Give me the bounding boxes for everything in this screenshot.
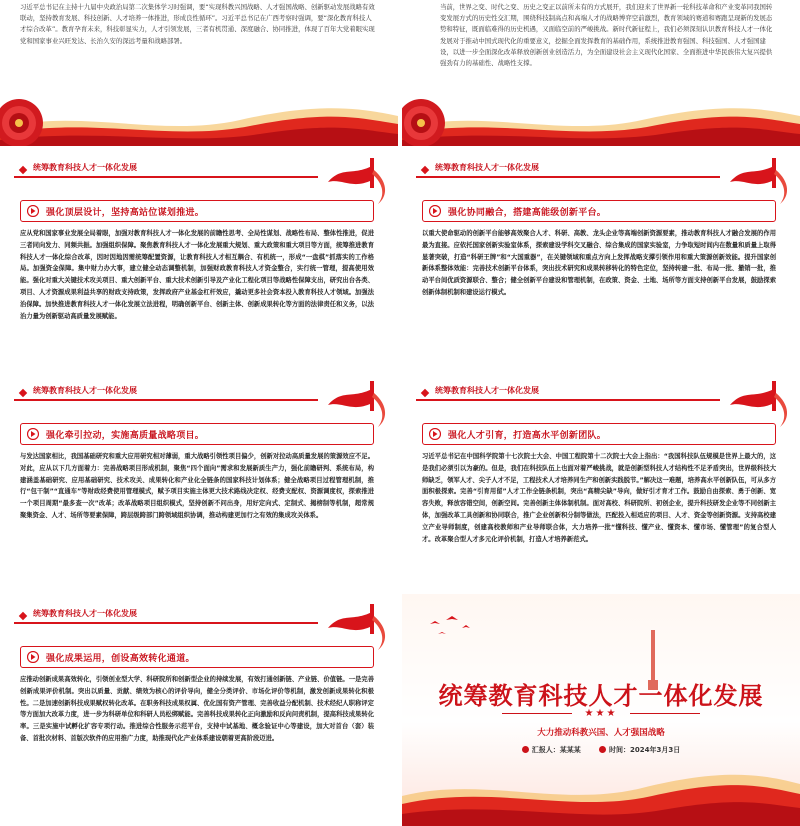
key-point-text: 强化牵引拉动，实施高质量战略项目。	[46, 431, 205, 441]
header-diamond-icon	[421, 389, 429, 397]
slide-6-body: 习近平总书记在中国科学院第十七次院士大会、中国工程院第十二次院士大会上指出：“我国科技队伍规模是世界上最大的，这是我们必须引以为豪的。但是，我们在科技队伍上也面对着严峻挑战，就是创新型科技人才结构性不足矛盾突出，世界级科技大师缺乏，领军人才、尖子人才不足，工程技术人才培养同生产和创新实践脱节。”解决这一难题，培养高水平创新队伍，可从多方面积极探索。完善“引育用留”人才工作全链条机制，突出“高精尖缺”导向，做好引才育才工作。鼓励自由探索、勇于创新、宽容失败，释放容错空间，创新空间。完善创新主体体制机制。面对高校、科研院所、初创企业，提升科技研发企业等不同创新主体，加强改革工具创新和协同联合，推广企业创新积分制等做法，匹配投入相适应的项目、人才、资金等创新资源。支持高校建立产业导师制度，创建高校教师和产业导师联合体，大力培养一批“懂科技、懂产业、懂资本、懂市场、懂管理”的复合型人才。改革聚合型人才多元化评价机制，打造人才培养新范式。	[422, 453, 776, 543]
header-divider	[14, 176, 318, 178]
wave-decoration	[402, 768, 800, 826]
pointer-icon	[27, 651, 39, 663]
slide-1	[0, 0, 398, 146]
red-ribbon-icon	[724, 156, 794, 206]
cover-stars-icon: ★★★	[584, 708, 618, 719]
cover-title: 统筹教育科技人才一体化发展	[438, 681, 764, 710]
slide-7	[0, 594, 398, 826]
slide-4-body: 以重大使命驱动的创新平台能够高效聚合人才、科研、高教、龙头企业等高端创新资源要素，推动教育科技人才融合发展的作用最为直接。应依托国家创新实验室体系，探索建设学科交叉融合、综合集成的国家实验室，力争取短时间内在数量和质量上取得显著突破，打造“科研王牌”和“大国重器”，在关键领域和重点方向上发挥战略支撑引领作用和重大策源创新效能。提升国家创新体系整体效能：完善技术创新平台体系，突出技术研究和成果转移转化的特色定位，坚持转建一批、布局一批、撤销一批，推动平台间优质资源联合、整合；健全创新平台建设和管理机制，在政策、资金、土地、场所等方面支持创新平台发展，鼓励探索创新体制机制和建设运行模式。	[422, 230, 776, 296]
cover-divider-right	[630, 713, 700, 714]
pointer-icon	[27, 205, 39, 217]
key-point-box	[20, 423, 374, 445]
slide-3	[0, 148, 398, 368]
person-icon	[522, 746, 529, 753]
key-point-text: 强化人才引育，打造高水平创新团队。	[448, 431, 607, 441]
section-header-title: 统筹教育科技人才一体化发展	[435, 386, 539, 395]
header-divider	[14, 399, 318, 401]
red-ribbon-icon	[724, 379, 794, 429]
pointer-icon	[27, 428, 39, 440]
cover-date: 时间：2024年3月3日	[609, 746, 681, 754]
pointer-icon	[429, 205, 441, 217]
red-ribbon-icon	[322, 602, 392, 652]
slide-4	[402, 148, 800, 368]
key-point-box	[422, 423, 776, 445]
key-point-text: 强化成果运用，创设高效转化通道。	[46, 654, 195, 664]
section-header-title: 统筹教育科技人才一体化发展	[435, 163, 539, 172]
slide-1-text: 习近平总书记在主持十九届中央政治局第二次集体学习时强调，要“实现科教兴国战略、人才强国战略、创新驱动发展战略有效联动，坚持教育发展、科技创新、人才培养一体推进，形成良性循环”。习近平总书记在广西考察时强调，要“深化教育科技人才综合改革”。教育孕育未来，科技彰显实力，人才引领发展，三者有机贯通、深度融合、协同推进，体现了百年大党着眼实现党和国家事业兴旺发达、长治久安的深远考量和战略部署。	[20, 3, 375, 45]
cover-meta	[402, 745, 800, 755]
clock-icon	[599, 746, 606, 753]
key-point-text: 强化顶层设计，坚持高站位谋划推进。	[46, 208, 205, 218]
key-point-box	[20, 200, 374, 222]
key-point-text: 强化协同融合，搭建高能级创新平台。	[448, 208, 607, 218]
header-divider	[416, 399, 720, 401]
pointer-icon	[429, 428, 441, 440]
header-diamond-icon	[19, 166, 27, 174]
peony-flower-icon	[0, 94, 48, 146]
key-point-box	[20, 646, 374, 668]
header-diamond-icon	[19, 389, 27, 397]
slide-2-text: 当前，世界之变、时代之变、历史之变正以前所未有的方式展开，我们迎来了世界新一轮科技革命和产业变革同我国转变发展方式的历史性交汇期，围绕科技制高点和高端人才的战略博弈空前激烈，教育领域的赛道和赛跑呈现新的发展态势和特征，既面临难得的历史机遇，又面临空前的严峻挑战。新时代新征程上，我们必须深刻认识教育科技人才一体化发展对于推动中国式现代化的重要意义，挖掘全面发挥教育的基础作用，系统推进教育强国、科技强国、人才强国建设，以进一步全面深化改革释放创新创业创造活力，为全面建设社会主义现代化国家、全面推进中华民族伟大复兴提供强劲有力的基础性、战略性支撑。	[440, 3, 773, 68]
slide-8-cover	[402, 594, 800, 826]
cover-reporter: 汇报人：某某某	[531, 746, 581, 754]
slide-3-body: 应从党和国家事业发展全局着眼，加强对教育科技人才一体化发展的前瞻性思考、全局性谋划、战略性布局、整体性推进，促进三者同向发力、同频共振。加强组织保障。聚焦教育科技人才一体化发展重大规划、重大政策和重大项目等方面，统筹推进教育科技人才一体化综合改革，因时因地因需统筹配置资源，让教育科技人才相互耦合、有机统一，形成“一盘棋”抓落实的工作格局。加强资金保障。集中财力办大事，建立健全动态调整机制，加强财政教育科技人才资金整合，实行统一管理，提高使用效能。强化对重大关键技术攻关项目、重大创新平台、重大技术创新引导及产业化工程化项目等战略性保障支出，研究出台各类、项目、人才资源成果利益共享的财政支持政策，发挥政府产业基金杠杆效应，撬动更多社会资本投入教育科技人才领域。加强法治保障。加快推进教育科技人才一体化发展立法进程，明确创新平台、创新主体、创新成果转化等方面的法律责任和义务，以法治力量为创新驱动高质量发展赋能。	[20, 230, 374, 320]
peony-flower-icon	[402, 94, 450, 146]
header-divider	[14, 622, 318, 624]
section-header-title: 统筹教育科技人才一体化发展	[33, 609, 137, 618]
slide-2	[402, 0, 800, 146]
section-header-title: 统筹教育科技人才一体化发展	[33, 386, 137, 395]
cover-subtitle: 大力推动科教兴国、人才强国战略	[537, 728, 665, 738]
key-point-box	[422, 200, 776, 222]
section-header-title: 统筹教育科技人才一体化发展	[33, 163, 137, 172]
wave-decoration	[402, 98, 800, 146]
slide-5-body: 与发达国家相比，我国基础研究和重大应用研究相对薄弱，重大战略引领性项目偏少，创新对拉动高质量发展的策源效应不足。对此，应从以下几方面着力：完善战略项目形成机制，聚焦“四个面向”需求和发展新质生产力，强化前瞻研判、系统布局，构建涵盖基础研究、应用基础研究、技术攻关、成果转化和产业化全链条的国家科技计划体系；健全战略项目过程管理机制，推行“包干制”“直通车”等财政经费使用管理模式，赋予项目实施主体更大技术路线决定权、经费支配权、资源调度权，探索推进一个项目周期“最多查一次”改革；改革战略项目组织模式，坚持创新不问出身，用好定向式、定制式、揭榜制等机制，超常规聚集资金、人才、场所等要素保障，跨层级跨部门跨领域组织协调，推动构建更加行之有效的集成攻关体系。	[20, 453, 374, 519]
red-ribbon-icon	[322, 379, 392, 429]
header-diamond-icon	[19, 612, 27, 620]
wave-decoration	[0, 98, 398, 146]
red-ribbon-icon	[322, 156, 392, 206]
birds-icon	[424, 614, 484, 644]
slide-6	[402, 371, 800, 591]
slide-7-body: 应推动创新成果高效转化，引领创业型大学、科研院所和创新型企业的持续发展，有效打通创新链、产业链、价值链。一是完善创新成果评价机制。突出以质量、贡献、绩效为核心的评价导向，健全分类评价、市场化评价等机制，激发创新成果转化积极性。二是加速创新科技成果赋权转化改革。在职务科技成果权属、优化国有资产管理、完善收益分配机制、技术经纪人职称评定等方面加大改革力度，进一步为科研单位和科研人员松绑赋能。完善科技成果转化正向激励和反向问责机制，提高科技成果转化率。三是实施中试孵化扩容专项行动。推进综合性服务示范平台，支持中试基地、概念验证中心等建设，加大对首台（套）装备、首批次材料、首版次软件的应用推广力度，助推现代化产业体系建设朝着更高阶段迈进。	[20, 676, 374, 742]
header-diamond-icon	[421, 166, 429, 174]
header-divider	[416, 176, 720, 178]
slide-5	[0, 371, 398, 591]
